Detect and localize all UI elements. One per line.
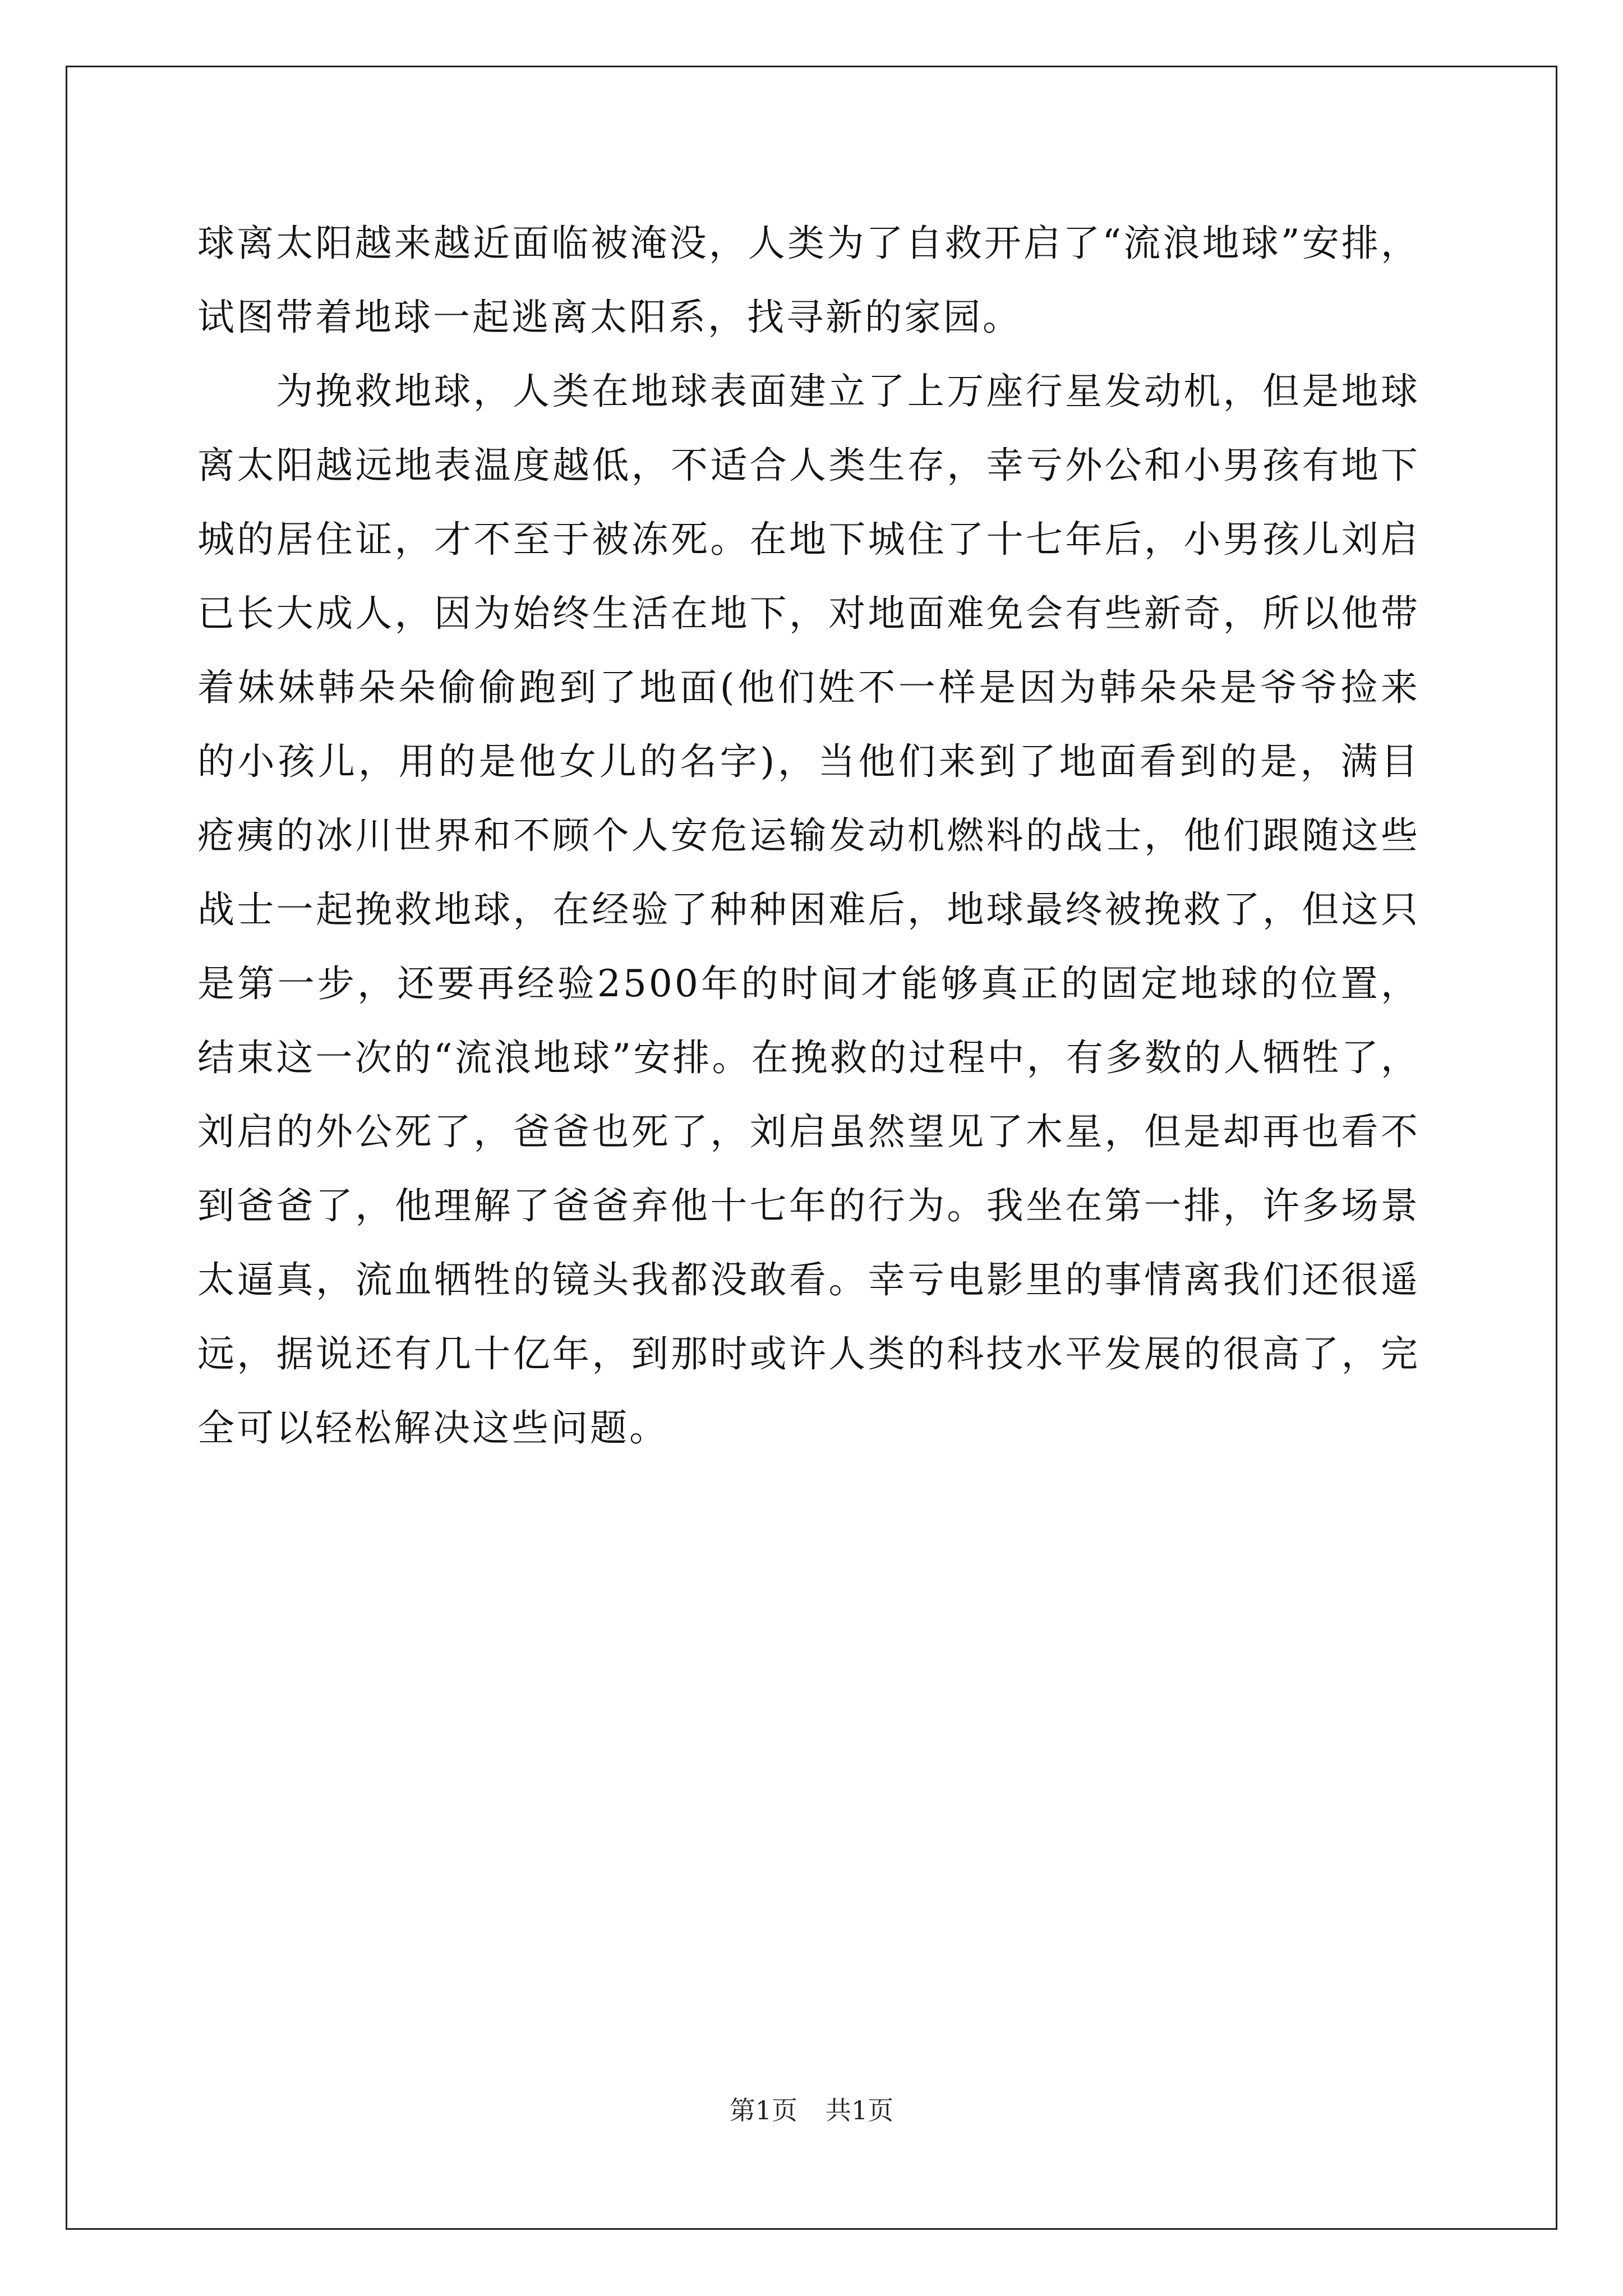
page-footer — [0, 2093, 1623, 2127]
page-number-total: 共1页 — [826, 2095, 894, 2125]
document-body — [197, 206, 1420, 1465]
paragraph-1: 球离太阳越来越近面临被淹没，人类为了自救开启了“流浪地球”安排，试图带着地球一起逃离太阳系，找寻新的家园。 — [197, 222, 1420, 339]
page-number-current: 第1页 — [729, 2095, 797, 2125]
paragraph-2: 为挽救地球，人类在地球表面建立了上万座行星发动机，但是地球离太阳越远地表温度越低，不适合人类生存，幸亏外公和小男孩有地下城的居住证，才不至于被冻死。在地下城住了十七年后，小男孩儿刘启已长大成人，因为始终生活在地下，对地面难免会有些新奇，所以他带着妹妹韩朵朵偷偷跑到了地面(他们姓不一样是因为韩朵朵是爷爷捡来的小孩儿，用的是他女儿的名字)，当他们来到了地面看到的是，满目疮痍的冰川世界和不顾个人安危运输发动机燃料的战士，他们跟随这些战士一起挽救地球，在经验了种种困难后，地球最终被挽救了，但这只是第一步，还要再经验2500年的时间才能够真正的固定地球的位置，结束这一次的“流浪地球”安排。在挽救的过程中，有多数的人牺牲了，刘启的外公死了，爸爸也死了，刘启虽然望见了木星，但是却再也看不到爸爸了，他理解了爸爸弃他十七年的行为。我坐在第一排，许多场景太逼真，流血牺牲的镜头我都没敢看。幸亏电影里的事情离我们还很遥远，据说还有几十亿年，到那时或许人类的科技水平发展的很高了，完全可以轻松解决这些问题。 — [197, 370, 1420, 1450]
